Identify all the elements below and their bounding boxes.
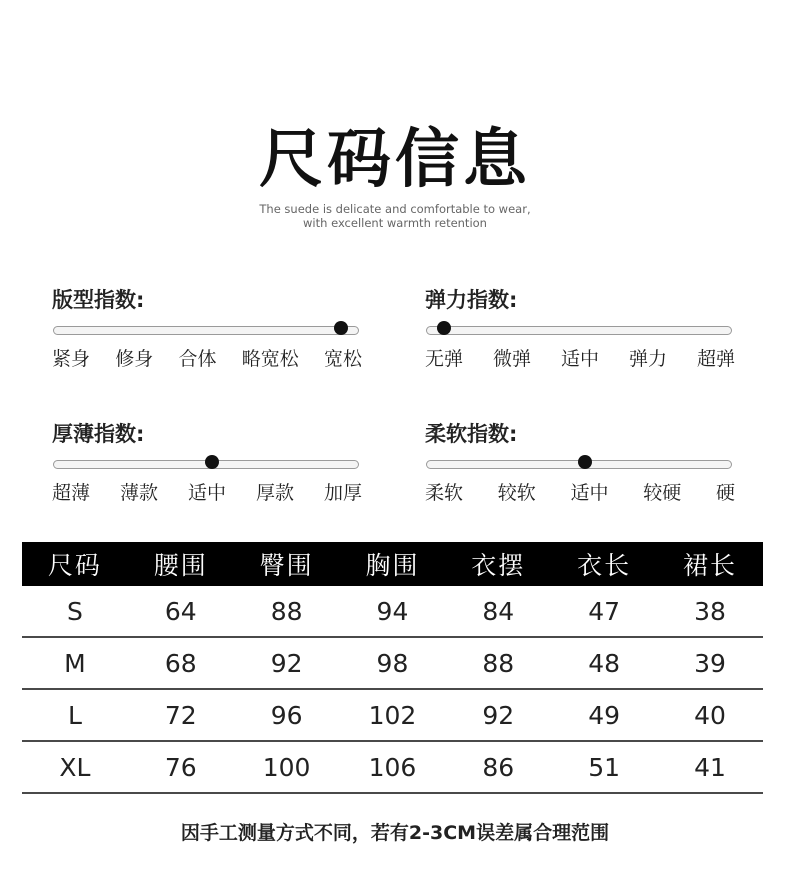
fit-gauge-marker [334, 321, 348, 335]
hem-cell: 84 [445, 586, 551, 637]
header-waist: 腰围 [128, 542, 234, 586]
header-hem: 衣摆 [445, 542, 551, 586]
softness-option: 较硬 [643, 482, 682, 504]
waist-cell: 68 [128, 637, 234, 689]
fit-option: 宽松 [323, 348, 362, 370]
top-length-cell: 51 [551, 741, 657, 793]
softness-option: 较软 [497, 482, 536, 504]
page-title: 尺码信息 [259, 123, 531, 197]
subtitle-line-2: with excellent warmth retention [303, 216, 487, 230]
waist-cell: 72 [128, 689, 234, 741]
thickness-option: 超薄 [52, 482, 91, 504]
fit-option: 略宽松 [241, 348, 299, 370]
fit-gauge-label: 版型指数: [52, 288, 145, 312]
elasticity-gauge [425, 284, 745, 384]
hip-cell: 92 [234, 637, 340, 689]
elasticity-gauge-options [425, 344, 735, 371]
softness-gauge-label: 柔软指数: [425, 422, 518, 446]
softness-option: 硬 [715, 482, 735, 504]
elasticity-gauge-track [426, 326, 732, 335]
thickness-option: 薄款 [119, 482, 158, 504]
hip-cell: 88 [234, 586, 340, 637]
waist-cell: 64 [128, 586, 234, 637]
elasticity-option: 适中 [560, 348, 599, 370]
thickness-option: 加厚 [323, 482, 362, 504]
top-length-cell: 47 [551, 586, 657, 637]
header-top-length: 衣长 [551, 542, 657, 586]
top-length-cell: 49 [551, 689, 657, 741]
bust-cell: 98 [340, 637, 446, 689]
subtitle [0, 202, 790, 230]
elasticity-option: 超弹 [696, 348, 735, 370]
fit-gauge-track [53, 326, 359, 335]
skirt-length-cell: 41 [657, 741, 763, 793]
thickness-gauge [52, 418, 372, 518]
thickness-gauge-label: 厚薄指数: [52, 422, 145, 446]
bust-cell: 102 [340, 689, 446, 741]
softness-gauge-options [425, 478, 735, 505]
fit-gauge [52, 284, 372, 384]
skirt-length-cell: 39 [657, 637, 763, 689]
waist-cell: 76 [128, 741, 234, 793]
softness-option: 柔软 [425, 482, 464, 504]
size-table [22, 542, 763, 794]
top-length-cell: 48 [551, 637, 657, 689]
table-row [22, 637, 763, 689]
header-bust: 胸围 [340, 542, 446, 586]
measurement-note: 因手工测量方式不同，若有2-3CM误差属合理范围 [180, 822, 610, 844]
subtitle-line-1: The suede is delicate and comfortable to wear, [259, 202, 531, 216]
header-skirt-length: 裙长 [657, 542, 763, 586]
thickness-option: 厚款 [255, 482, 294, 504]
size-cell: L [22, 689, 128, 741]
hem-cell: 88 [445, 637, 551, 689]
softness-gauge-marker [578, 455, 592, 469]
fit-option: 合体 [178, 348, 217, 370]
header-size: 尺码 [22, 542, 128, 586]
table-row [22, 689, 763, 741]
header-hip: 臀围 [234, 542, 340, 586]
bust-cell: 94 [340, 586, 446, 637]
hip-cell: 100 [234, 741, 340, 793]
size-cell: S [22, 586, 128, 637]
thickness-option: 适中 [187, 482, 226, 504]
skirt-length-cell: 38 [657, 586, 763, 637]
elasticity-gauge-label: 弹力指数: [425, 288, 518, 312]
elasticity-option: 无弹 [425, 348, 464, 370]
softness-gauge [425, 418, 745, 518]
hem-cell: 92 [445, 689, 551, 741]
table-row [22, 741, 763, 793]
softness-option: 适中 [570, 482, 609, 504]
thickness-gauge-options [52, 478, 362, 505]
hem-cell: 86 [445, 741, 551, 793]
bust-cell: 106 [340, 741, 446, 793]
fit-option: 修身 [115, 348, 154, 370]
size-cell: XL [22, 741, 128, 793]
table-row [22, 586, 763, 637]
elasticity-option: 弹力 [628, 348, 667, 370]
fit-gauge-options [52, 344, 362, 371]
elasticity-option: 微弹 [492, 348, 531, 370]
size-cell: M [22, 637, 128, 689]
size-table-header-row [22, 542, 763, 586]
thickness-gauge-marker [205, 455, 219, 469]
hip-cell: 96 [234, 689, 340, 741]
fit-option: 紧身 [52, 348, 91, 370]
skirt-length-cell: 40 [657, 689, 763, 741]
